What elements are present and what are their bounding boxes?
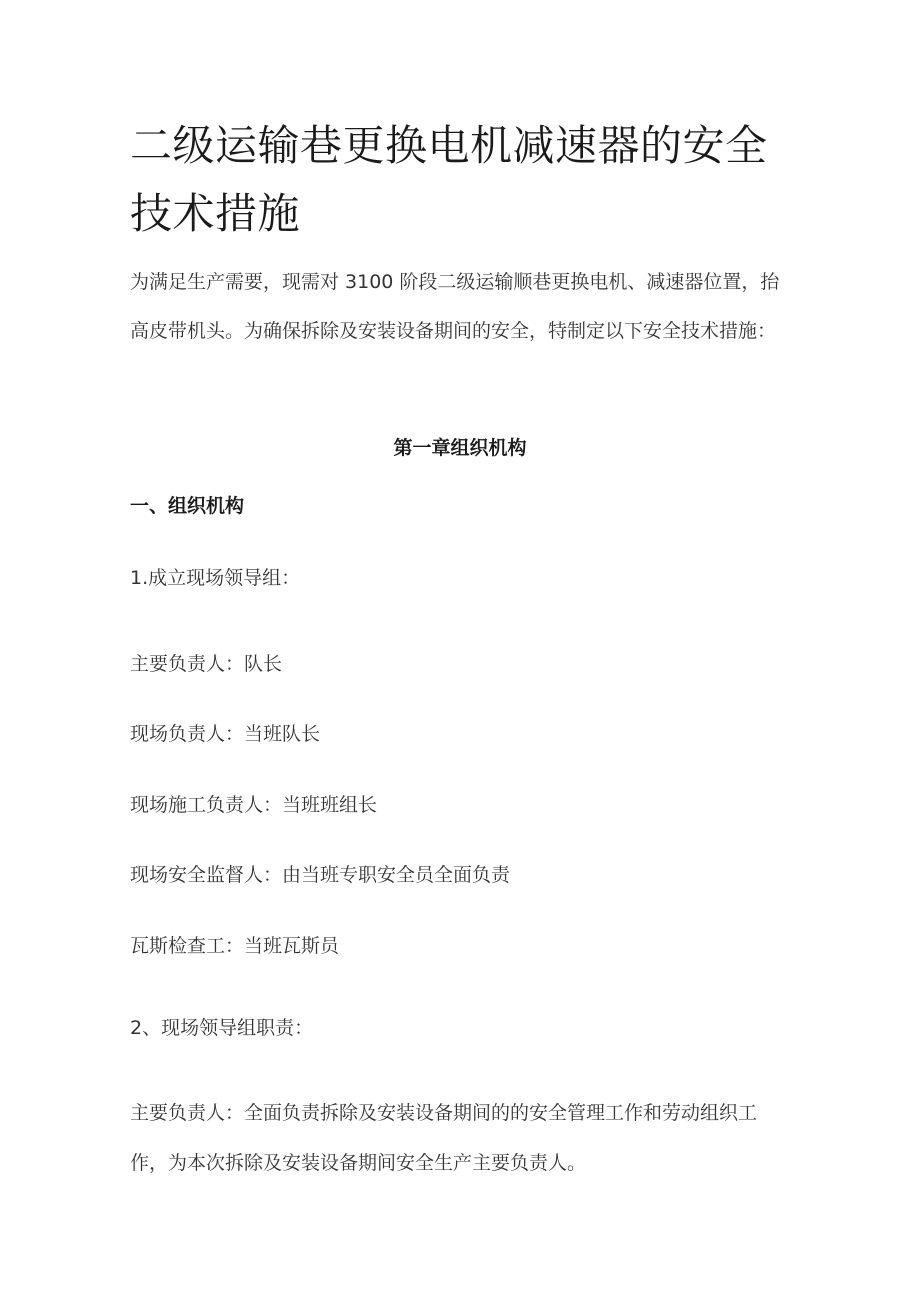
chapter-heading: 第一章组织机构 <box>393 437 527 459</box>
member-line-site: 现场负责人：当班队长 <box>130 723 321 745</box>
member-line-gas: 瓦斯检查工：当班瓦斯员 <box>130 935 340 957</box>
intro-paragraph: 为满足生产需要，现需对 3100 阶段二级运输顺巷更换电机、减速器位置，抬高皮带机头。为确保拆除及安装设备期间的安全，特制定以下安全技术措施： <box>130 271 780 342</box>
duty-paragraph: 主要负责人：全面负责拆除及安装设备期间的的安全管理工作和劳动组织工作，为本次拆除及安装设备期间安全生产主要负责人。 <box>130 1102 758 1174</box>
member-line-construction: 现场施工负责人：当班班组长 <box>130 794 378 816</box>
item2-heading: 2、现场领导组职责： <box>130 1017 314 1039</box>
item1-heading: 1.成立现场领导组： <box>130 567 301 589</box>
document-title: 二级运输巷更换电机减速器的安全技术措施 <box>130 121 768 238</box>
section-heading: 一、组织机构 <box>130 495 245 517</box>
member-line-main: 主要负责人：队长 <box>130 653 283 675</box>
member-line-safety: 现场安全监督人：由当班专职安全员全面负责 <box>130 864 511 886</box>
